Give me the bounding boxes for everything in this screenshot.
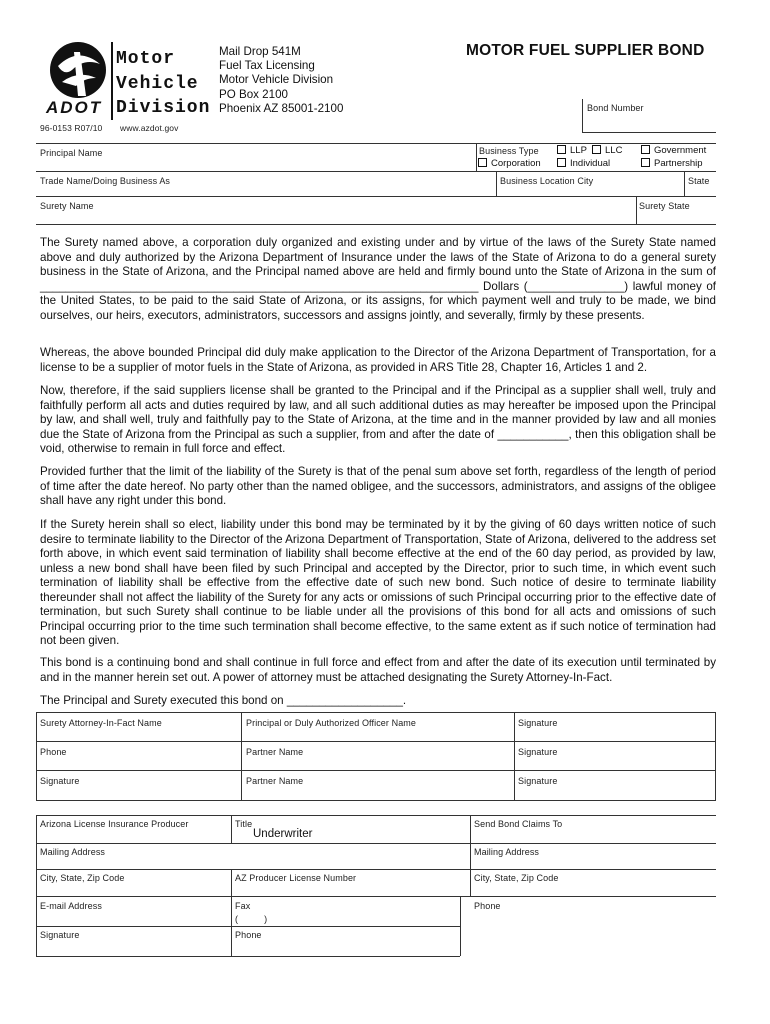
surety-name-input[interactable] xyxy=(37,211,635,223)
body-paragraph-6: This bond is a continuing bond and shall continue in full force and effect from and after the date of its execution until terminated by and in the manner herein set out. A power of attorney must be attached designating the Surety Attorney-In-Fact. xyxy=(40,656,716,684)
producer-table-border-top xyxy=(36,815,716,816)
org-line-division: Division xyxy=(116,98,211,118)
body-paragraph-4: Provided further that the limit of the liability of the Surety is that of the penal sum above set forth, regardless of the length of period of time after the date hereof. No party other than the named obligee, and the successors, administrators, and assigns of the obligee shall have any right under this bond. xyxy=(40,465,716,507)
partner-signature-input-1[interactable] xyxy=(515,758,715,769)
address-line-5: Phoenix AZ 85001-2100 xyxy=(219,102,344,115)
top-form-divider-business xyxy=(476,143,477,171)
title-label: Title xyxy=(235,819,253,829)
principal-name-input[interactable] xyxy=(37,158,475,170)
surety-signature-input[interactable] xyxy=(37,787,240,800)
trade-name-input[interactable] xyxy=(37,185,495,195)
producer-table-row-line-3 xyxy=(36,896,716,897)
checkbox-corporation-label: Corporation xyxy=(491,158,541,169)
page-title: MOTOR FUEL SUPPLIER BOND xyxy=(466,42,705,59)
address-line-4: PO Box 2100 xyxy=(219,88,288,101)
surety-state-label: Surety State xyxy=(639,201,690,211)
checkbox-llp[interactable] xyxy=(557,145,587,156)
principal-signature-label: Signature xyxy=(518,718,558,728)
producer-signature-label: Signature xyxy=(40,930,80,940)
adot-logo xyxy=(44,40,112,120)
title-value[interactable]: Underwriter xyxy=(253,828,313,840)
checkbox-individual[interactable] xyxy=(557,158,610,169)
az-producer-license-input[interactable] xyxy=(232,883,469,895)
bond-number-field[interactable] xyxy=(582,99,716,133)
checkbox-partnership[interactable] xyxy=(641,158,703,169)
checkbox-llc-label: LLC xyxy=(605,145,623,156)
form-number: 96-0153 R07/10 xyxy=(40,123,103,133)
checkbox-llc[interactable] xyxy=(592,145,622,156)
partner-name-label-1: Partner Name xyxy=(246,747,304,757)
state-label: State xyxy=(688,176,710,186)
claims-city-state-zip-label: City, State, Zip Code xyxy=(474,873,559,883)
principal-name-label: Principal Name xyxy=(40,148,103,158)
adot-logo-icon xyxy=(44,40,112,104)
email-label: E-mail Address xyxy=(40,901,102,911)
partner-signature-label-1: Signature xyxy=(518,747,558,757)
producer-table-border-bottom xyxy=(36,956,460,957)
body-paragraph-3: Now, therefore, if the said suppliers license shall be granted to the Principal and if the Principal as a supplier shall well, truly and faithfully perform all acts and duties required by law, and all such additional duties as may hereafter be imposed upon the Principal by law, and shall well, truly and faithfully pay to the State of Arizona, at the time and in the manner provided by law and all monies due the State of Arizona from the Principal as such a supplier, from and after the date of ___________, then this obligation shall be void, otherwise to remain in full force and effect. xyxy=(40,384,716,455)
surety-attorney-input[interactable] xyxy=(37,729,240,740)
header-divider xyxy=(111,42,113,120)
email-input[interactable] xyxy=(37,911,230,925)
address-line-2: Fuel Tax Licensing xyxy=(219,59,315,72)
fax-label: Fax xyxy=(235,901,251,911)
adot-logo-text: ADOT xyxy=(46,98,103,117)
checkbox-individual-label: Individual xyxy=(570,158,611,169)
body-paragraph-1: The Surety named above, a corporation duly organized and existing under and by virtue of the laws of the Surety State named above and duly authorized by the Arizona Department of Insurance under the laws of the State of Arizona to do a general surety business in the State of Arizona, and the Principal named above are held and firmly bound unto the State of Arizona in the sum of ____________________________________________________________________ Dollars (_______________) lawful money of the United States, to be paid to the said State of Arizona, or its assigns, for which payment well and truly to be made, we bind ourselves, our heirs, executors, administrators, successors and assigns jointly, and severally, firmly by these presents. xyxy=(40,236,716,322)
producer-label: Arizona License Insurance Producer xyxy=(40,819,189,829)
partner-name-label-2: Partner Name xyxy=(246,776,304,786)
az-producer-license-label: AZ Producer License Number xyxy=(235,873,357,883)
producer-table-row-line-4 xyxy=(36,926,460,927)
trade-name-label: Trade Name/Doing Business As xyxy=(40,176,171,186)
producer-mailing-address-label: Mailing Address xyxy=(40,847,106,857)
surety-phone-label: Phone xyxy=(40,747,67,757)
claims-mailing-address-label: Mailing Address xyxy=(474,847,540,857)
producer-mailing-address-input[interactable] xyxy=(37,856,469,868)
checkbox-government-label: Government xyxy=(654,145,707,156)
signature-table-row-line-2 xyxy=(36,770,716,771)
business-location-city-label: Business Location City xyxy=(500,176,594,186)
claims-mailing-address-input[interactable] xyxy=(471,856,715,868)
body-paragraph-2: Whereas, the above bounded Principal did duly make application to the Director of the Arizona Department of Transportation, for a license to be a supplier of motor fuels in the State of Arizona, as provided in ARS Title 28, Chapter 16, Articles 1 and 2. xyxy=(40,346,716,374)
producer-input[interactable] xyxy=(37,829,230,842)
top-form-row-line-1 xyxy=(36,171,716,172)
checkbox-partnership-label: Partnership xyxy=(654,158,703,169)
org-line-vehicle: Vehicle xyxy=(116,74,199,94)
partner-signature-input-2[interactable] xyxy=(515,787,715,800)
state-input[interactable] xyxy=(685,185,715,195)
producer-table-col-line-title xyxy=(231,815,232,843)
website-link[interactable]: www.azdot.gov xyxy=(120,123,179,133)
top-form-border-bottom xyxy=(36,224,716,225)
body-paragraph-7: The Principal and Surety executed this bond on __________________. xyxy=(40,694,407,707)
fax-value[interactable]: ( ) xyxy=(235,914,268,924)
body-paragraph-5: If the Surety herein shall so elect, liability under this bond may be terminated by it by the giving of 60 days written notice of such desire to terminate liability to the Director of the Arizona Department of Transportation, State of Arizona, delivered to the address set forth above, in which event said termination of liability shall become effective at the end of the 60 day period, as provided by law, unless a new bond shall have been filed by such Principal and accepted by the Director, prior to such time, in which event such termination of liability shall be effective from the effective date of such new bond. Such notice of desire to terminate liability thereunder shall not affect the liability of the Surety for any acts or omissions of such Principal occurring prior to the effective date of termination, but such Surety shall continue to be liable under all the provisions of this bond for all acts and omissions of such Principal occurring prior to the time such termination shall become effective, to the same extent as if such notice of termination had not been given. xyxy=(40,518,716,647)
org-line-motor: Motor xyxy=(116,49,176,69)
surety-attorney-label: Surety Attorney-In-Fact Name xyxy=(40,718,162,728)
principal-officer-label: Principal or Duly Authorized Officer Name xyxy=(246,718,417,728)
principal-officer-input[interactable] xyxy=(242,729,513,740)
producer-phone-label: Phone xyxy=(235,930,262,940)
business-type-label: Business Type xyxy=(479,146,539,156)
checkbox-llp-label: LLP xyxy=(570,145,587,156)
surety-state-input[interactable] xyxy=(637,211,715,223)
producer-table-row-line-2 xyxy=(36,869,716,870)
partner-name-input-1[interactable] xyxy=(242,758,513,769)
checkbox-government[interactable] xyxy=(641,145,706,156)
claims-phone-input[interactable] xyxy=(471,911,715,925)
business-location-city-input[interactable] xyxy=(497,185,683,195)
surety-signature-label: Signature xyxy=(40,776,80,786)
top-form-row-line-2 xyxy=(36,196,716,197)
send-claims-input[interactable] xyxy=(471,829,715,842)
producer-table-col-line-claims-lower xyxy=(460,896,461,956)
claims-phone-label: Phone xyxy=(474,901,501,911)
address-line-1: Mail Drop 541M xyxy=(219,45,301,58)
bond-number-label: Bond Number xyxy=(587,103,644,113)
signature-table-row-line-1 xyxy=(36,741,716,742)
producer-signature-input[interactable] xyxy=(37,940,230,955)
producer-city-state-zip-label: City, State, Zip Code xyxy=(40,873,125,883)
surety-phone-input[interactable] xyxy=(37,758,240,769)
surety-name-label: Surety Name xyxy=(40,201,94,211)
producer-table-row-line-1 xyxy=(36,843,716,844)
partner-signature-label-2: Signature xyxy=(518,776,558,786)
producer-city-state-zip-input[interactable] xyxy=(37,883,230,895)
claims-city-state-zip-input[interactable] xyxy=(471,883,715,895)
checkbox-corporation[interactable] xyxy=(478,158,541,169)
partner-name-input-2[interactable] xyxy=(242,787,513,800)
address-line-3: Motor Vehicle Division xyxy=(219,73,334,86)
producer-phone-input[interactable] xyxy=(232,940,459,955)
principal-signature-input[interactable] xyxy=(515,729,715,740)
top-form-border-top xyxy=(36,143,716,144)
send-claims-label: Send Bond Claims To xyxy=(474,819,563,829)
